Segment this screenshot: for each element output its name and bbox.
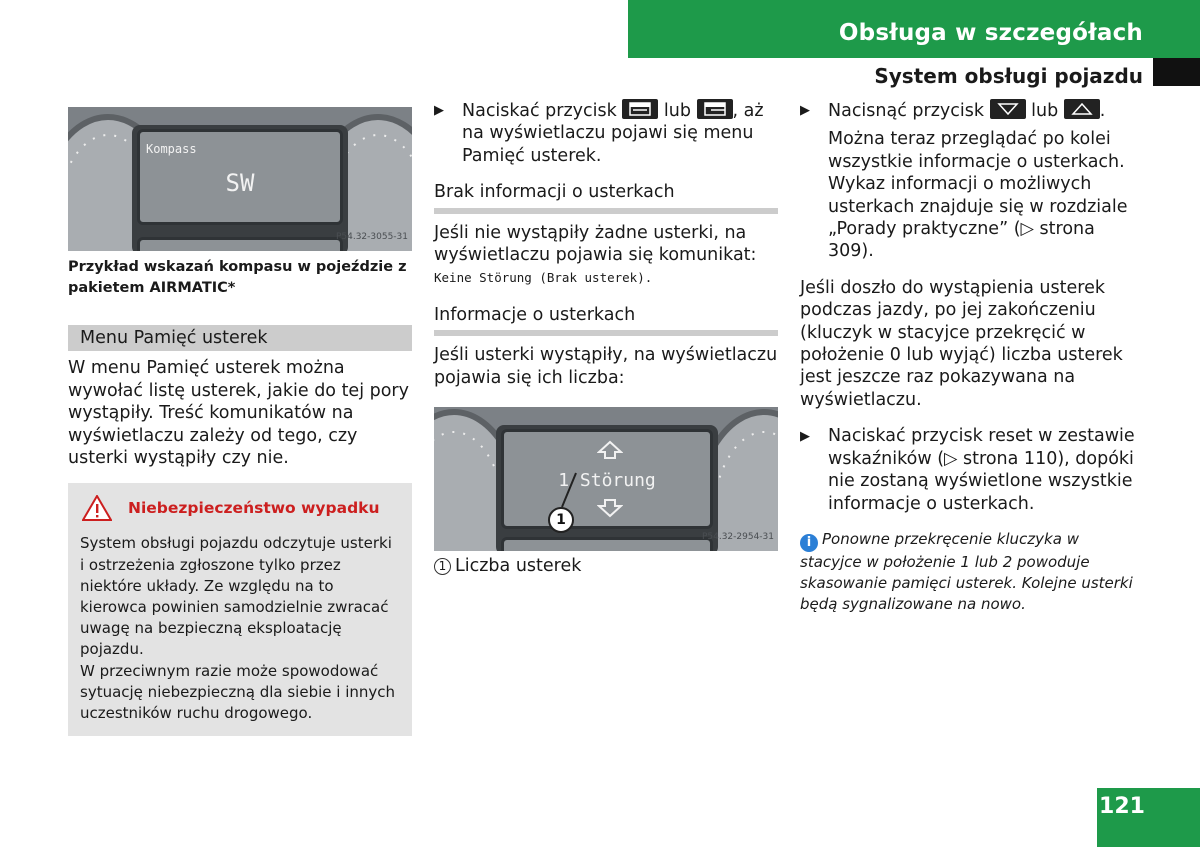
column-left <box>68 107 412 736</box>
compass-value: SW <box>225 169 255 197</box>
chapter-title: Obsługa w szczegółach <box>838 20 1143 46</box>
reset-text: Naciskać przycisk reset w zestawie wskaźników (▷ strona 110), dopóki nie zostaną wyświetlone wszystkie informacje o usterkach. <box>828 426 1135 514</box>
warning-header <box>80 495 400 521</box>
legend-text: Liczba usterek <box>455 556 582 577</box>
column-right <box>800 99 1145 615</box>
column-middle <box>434 99 778 577</box>
info-text: Ponowne przekręcenie kluczyka w stacyjce w położenie 1 lub 2 powoduje skasowanie pamięci usterek. Kolejne usterki będą sygnalizowane na nowo. <box>800 529 1133 613</box>
heading-faults: Informacje o usterkach <box>434 304 778 336</box>
compass-label: Kompass <box>146 142 197 156</box>
info-note <box>800 529 1145 615</box>
callout-1: 1 <box>548 507 574 533</box>
warning-title: Niebezpieczeństwo wypadku <box>128 498 380 517</box>
bullet-arrow-icon: ▶ <box>800 103 810 118</box>
up-key-icon <box>1064 99 1100 119</box>
warning-text-1: System obsługi pojazdu odczytuje usterki i ostrzeżenia zgłoszone tylko przez niektóre układy. Ze względu na to kierowca powinien samodzielnie zwracać uwagę na bezpieczną eksploatację pojazdu. <box>80 534 392 659</box>
warning-text-2: W przeciwnym razie może spowodować sytuację niebezpieczną dla siebie i innych uczestników ruchu drogowego. <box>80 661 396 723</box>
compass-screen <box>137 129 343 225</box>
image-caption: Przykład wskazań kompasu w pojeździe z pakietem AIRMATIC* <box>68 259 407 296</box>
legend-number: 1 <box>434 558 451 575</box>
lower-screen <box>137 237 343 251</box>
warning-box <box>68 483 412 736</box>
legend <box>434 555 778 577</box>
browse-text: Można teraz przeglądać po kolei wszystkie informacje o usterkach. Wykaz informacji o możliwych usterkach znajduje się w rozdziale „Porady praktyczne” (▷ strona 309). <box>828 129 1128 262</box>
heading-no-faults: Brak informacji o usterkach <box>434 181 778 213</box>
page-number: 121 <box>1099 794 1145 819</box>
image-code: P54.32-2954-31 <box>701 531 774 542</box>
no-faults-message: Keine Störung (Brak usterek). <box>434 270 653 286</box>
no-faults-text: Jeśli nie wystąpiły żadne usterki, na wyświetlaczu pojawia się komunikat: Keine Störung (Brak usterek). <box>434 222 757 286</box>
fault-display-image <box>434 407 778 551</box>
faults-text: Jeśli usterki wystąpiły, na wyświetlaczu pojawia się ich liczba: <box>434 345 778 388</box>
compass-display-image <box>68 107 412 251</box>
thumb-tab <box>1153 58 1200 86</box>
section-heading: Menu Pamięć usterek <box>68 325 412 351</box>
section-text: W menu Pamięć usterek można wywołać listę usterek, jakie do tej pory wystąpiły. Treść komunikatów na wyświetlaczu zależy od tego, czy usterki wystąpiły czy nie. <box>68 358 409 469</box>
warning-triangle-icon <box>82 495 112 521</box>
arrow-up-icon <box>597 440 623 460</box>
down-key-icon <box>990 99 1026 119</box>
restart-text: Jeśli doszło do wystąpienia usterek podczas jazdy, po jej zakończeniu (kluczyk w stacyjce przekręcić w położenie 0 lub wyjąć) liczba usterek jest jeszcze raz pokazywana na wyświetlaczu. <box>800 277 1123 410</box>
menu-forward-key-icon <box>697 99 733 119</box>
page-number-box <box>1097 788 1200 847</box>
menu-back-key-icon <box>622 99 658 119</box>
instruction-step: ▶ Nacisnąć przycisk lub . <box>800 101 1106 121</box>
bullet-arrow-icon: ▶ <box>434 103 444 118</box>
info-icon: i <box>800 534 818 552</box>
section-subtitle: System obsługi pojazdu <box>874 64 1143 88</box>
instruction-step: ▶ Naciskać przycisk lub , aż na wyświetlaczu pojawi się menu Pamięć usterek. <box>434 101 764 166</box>
fault-count-text: 1 Störung <box>558 470 656 492</box>
image-code: P54.32-3055-31 <box>335 231 408 242</box>
lower-screen <box>501 537 713 551</box>
instruction-step <box>800 425 1145 515</box>
arrow-down-icon <box>597 498 623 518</box>
fault-screen <box>501 429 713 529</box>
bullet-arrow-icon: ▶ <box>800 429 810 445</box>
